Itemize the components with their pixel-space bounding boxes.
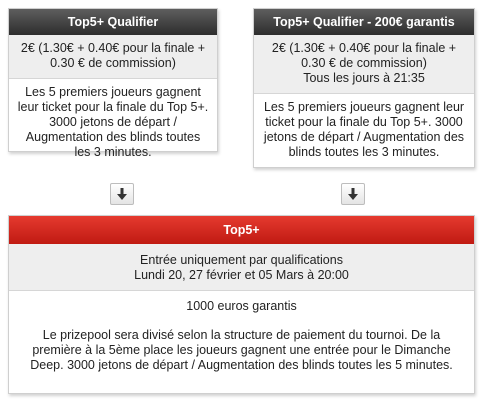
top5-final-card: [8, 215, 475, 394]
arrow-down-icon: [348, 188, 358, 201]
arrow-down-button-left: [110, 183, 134, 205]
card-description-block: [9, 291, 474, 373]
card-title: Top5+ Qualifier - 200€ garantis: [254, 9, 474, 35]
card-description: Le prizepool sera divisé selon la structure de paiement du tournoi. De la première à la 5ème place les joueurs gagnent une entrée pour le Dimanche Deep. 3000 jetons de départ / Augmentation des blinds toutes les 5 minutes.: [30, 328, 453, 372]
entry-info: [254, 35, 474, 94]
entry-info: [9, 244, 474, 291]
arrow-down-icon: [117, 188, 127, 201]
card-description: Les 5 premiers joueurs gagnent leur ticket pour la finale du Top 5+. 3000 jetons de départ / Augmentation des blinds toutes les 3 minutes.: [263, 100, 465, 159]
tournament-dates: Lundi 20, 27 février et 05 Mars à 20:00: [134, 268, 349, 282]
arrow-down-button-right: [341, 183, 365, 205]
top5-qualifier-200-card: [253, 8, 475, 168]
guarantee: 1000 euros garantis: [186, 299, 297, 313]
entry-fee: 2€ (1.30€ + 0.40€ pour la finale + 0.30 € de commission): [271, 41, 457, 70]
schedule: Tous les jours à 21:35: [303, 71, 425, 85]
entry-fee: 2€ (1.30€ + 0.40€ pour la finale + 0.30 € de commission): [9, 35, 217, 79]
card-title: Top5+: [9, 216, 474, 244]
card-description: Les 5 premiers joueurs gagnent leur ticket pour la finale du Top 5+. 3000 jetons de départ / Augmentation des blinds toutes les 3 minutes.: [17, 85, 209, 159]
card-title: Top5+ Qualifier: [9, 9, 217, 35]
top5-qualifier-card: [8, 8, 218, 159]
entry-condition: Entrée uniquement par qualifications: [140, 253, 343, 267]
